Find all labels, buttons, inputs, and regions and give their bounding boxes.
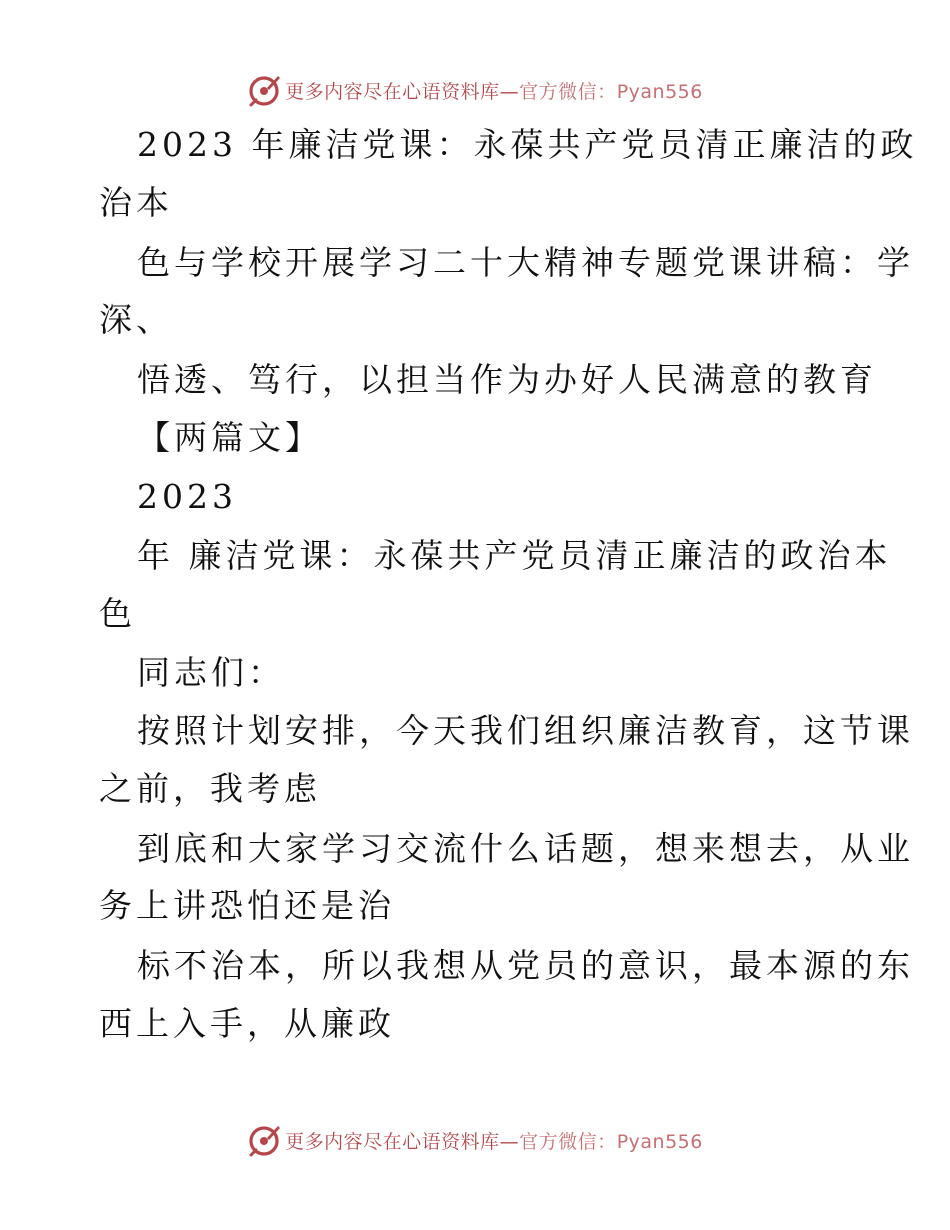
text-line: 2023 年廉洁党课：永葆共产党员清正廉洁的政 xyxy=(137,125,918,164)
text-line: 西上入手，从廉政 xyxy=(99,1004,395,1043)
text-line: 之前，我考虑 xyxy=(99,769,321,808)
text-line: 按照计划安排，今天我们组织廉洁教育，这节课 xyxy=(137,711,914,750)
text-line: 标不治本，所以我想从党员的意识，最本源的东 xyxy=(137,946,914,985)
text-line: 同志们： xyxy=(137,653,285,692)
text-line: 务上讲恐怕还是治 xyxy=(99,886,395,925)
text-line: 色 xyxy=(99,594,136,633)
watermark-text: 更多内容尽在心语资料库—官方微信：Pyan556 xyxy=(285,1130,703,1153)
quill-logo-icon xyxy=(247,73,281,107)
text-line: 到底和大家学习交流什么话题，想来想去，从业 xyxy=(137,829,914,868)
text-line: 2023 xyxy=(137,477,237,516)
text-line: 深、 xyxy=(99,300,173,339)
text-line: 【两篇文】 xyxy=(137,418,322,457)
watermark-text: 更多内容尽在心语资料库—官方微信：Pyan556 xyxy=(285,80,703,103)
text-line: 色与学校开展学习二十大精神专题党课讲稿：学 xyxy=(137,243,914,282)
text-line: 治本 xyxy=(99,183,173,222)
footer-watermark xyxy=(0,1120,950,1160)
header-watermark xyxy=(0,70,950,110)
quill-logo-icon xyxy=(247,1123,281,1157)
text-line: 悟透、笃行，以担当作为办好人民满意的教育 xyxy=(137,360,877,399)
text-line: 年 廉洁党课：永葆共产党员清正廉洁的政治本 xyxy=(137,536,892,575)
